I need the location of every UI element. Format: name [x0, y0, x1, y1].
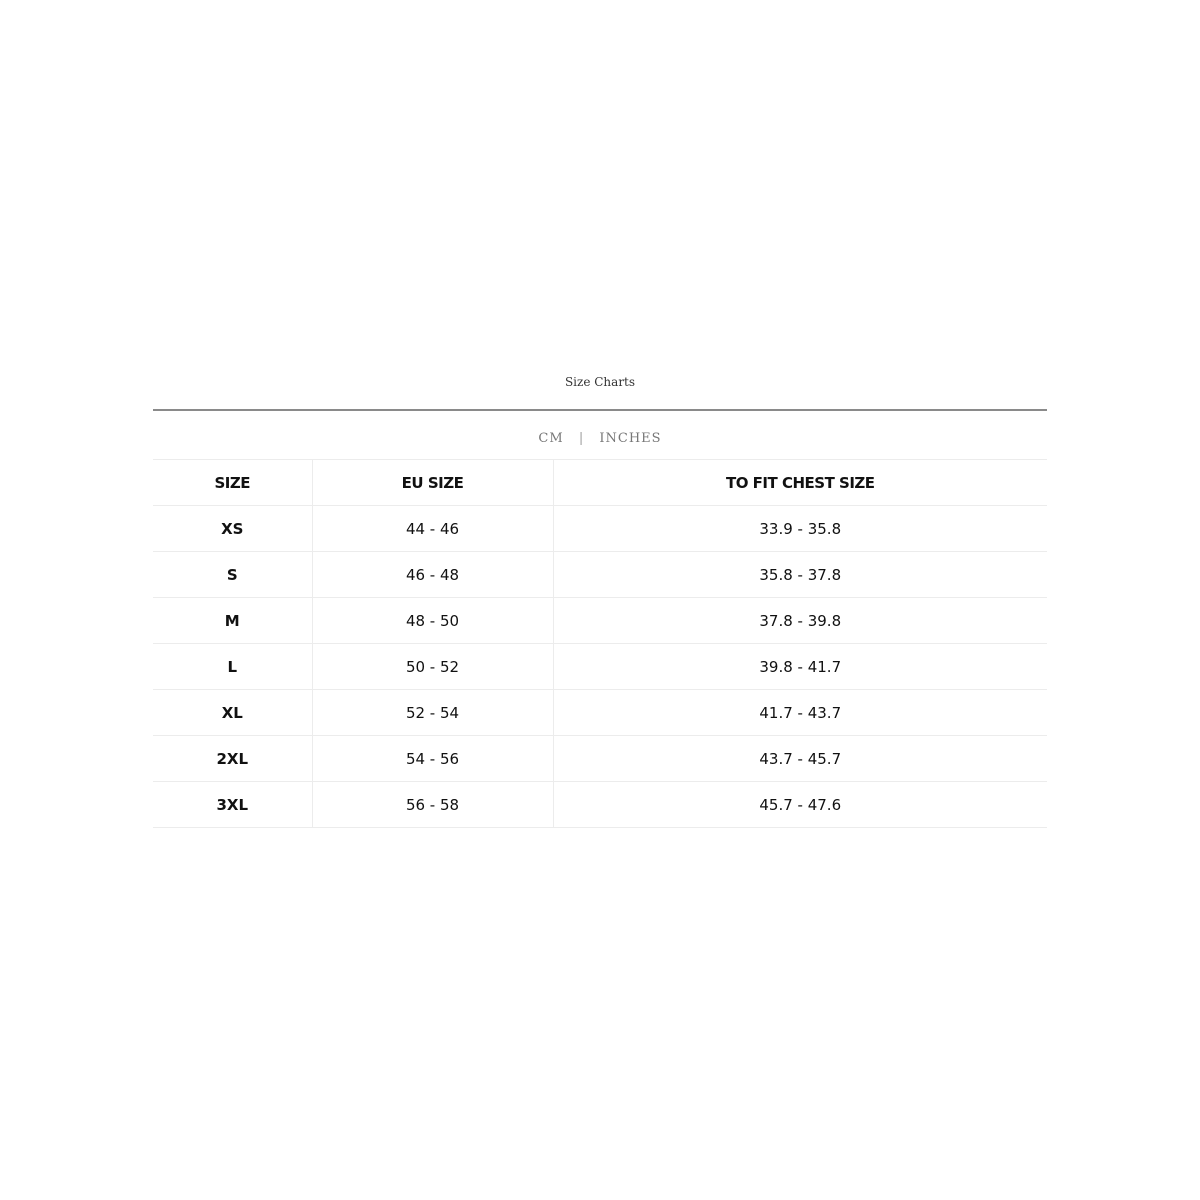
table-row	[153, 644, 1047, 690]
chest-size-cell: 43.7 - 45.7	[553, 736, 1047, 782]
size-cell: L	[153, 644, 312, 690]
chest-size-cell: 41.7 - 43.7	[553, 690, 1047, 736]
unit-toggle	[153, 411, 1047, 460]
unit-inches-tab[interactable]: INCHES	[599, 431, 662, 446]
eu-size-cell: 52 - 54	[312, 690, 553, 736]
chest-size-cell: 37.8 - 39.8	[553, 598, 1047, 644]
chest-size-cell: 39.8 - 41.7	[553, 644, 1047, 690]
size-cell: XL	[153, 690, 312, 736]
chest-size-cell: 35.8 - 37.8	[553, 552, 1047, 598]
table-row	[153, 782, 1047, 828]
header-size: SIZE	[153, 460, 312, 506]
chest-size-cell: 33.9 - 35.8	[553, 506, 1047, 552]
table-row	[153, 736, 1047, 782]
size-cell: M	[153, 598, 312, 644]
unit-cm-tab[interactable]: CM	[538, 431, 564, 446]
size-chart	[153, 366, 1047, 828]
unit-separator: |	[578, 431, 585, 446]
eu-size-cell: 48 - 50	[312, 598, 553, 644]
table-row	[153, 598, 1047, 644]
eu-size-cell: 56 - 58	[312, 782, 553, 828]
size-cell: XS	[153, 506, 312, 552]
header-chest-size: TO FIT CHEST SIZE	[553, 460, 1047, 506]
size-table	[153, 460, 1047, 828]
header-eu-size: EU SIZE	[312, 460, 553, 506]
eu-size-cell: 46 - 48	[312, 552, 553, 598]
table-row	[153, 552, 1047, 598]
eu-size-cell: 44 - 46	[312, 506, 553, 552]
size-cell: 3XL	[153, 782, 312, 828]
eu-size-cell: 50 - 52	[312, 644, 553, 690]
table-row	[153, 690, 1047, 736]
chest-size-cell: 45.7 - 47.6	[553, 782, 1047, 828]
eu-size-cell: 54 - 56	[312, 736, 553, 782]
size-cell: 2XL	[153, 736, 312, 782]
table-row	[153, 506, 1047, 552]
size-cell: S	[153, 552, 312, 598]
size-chart-title: Size Charts	[564, 375, 636, 389]
